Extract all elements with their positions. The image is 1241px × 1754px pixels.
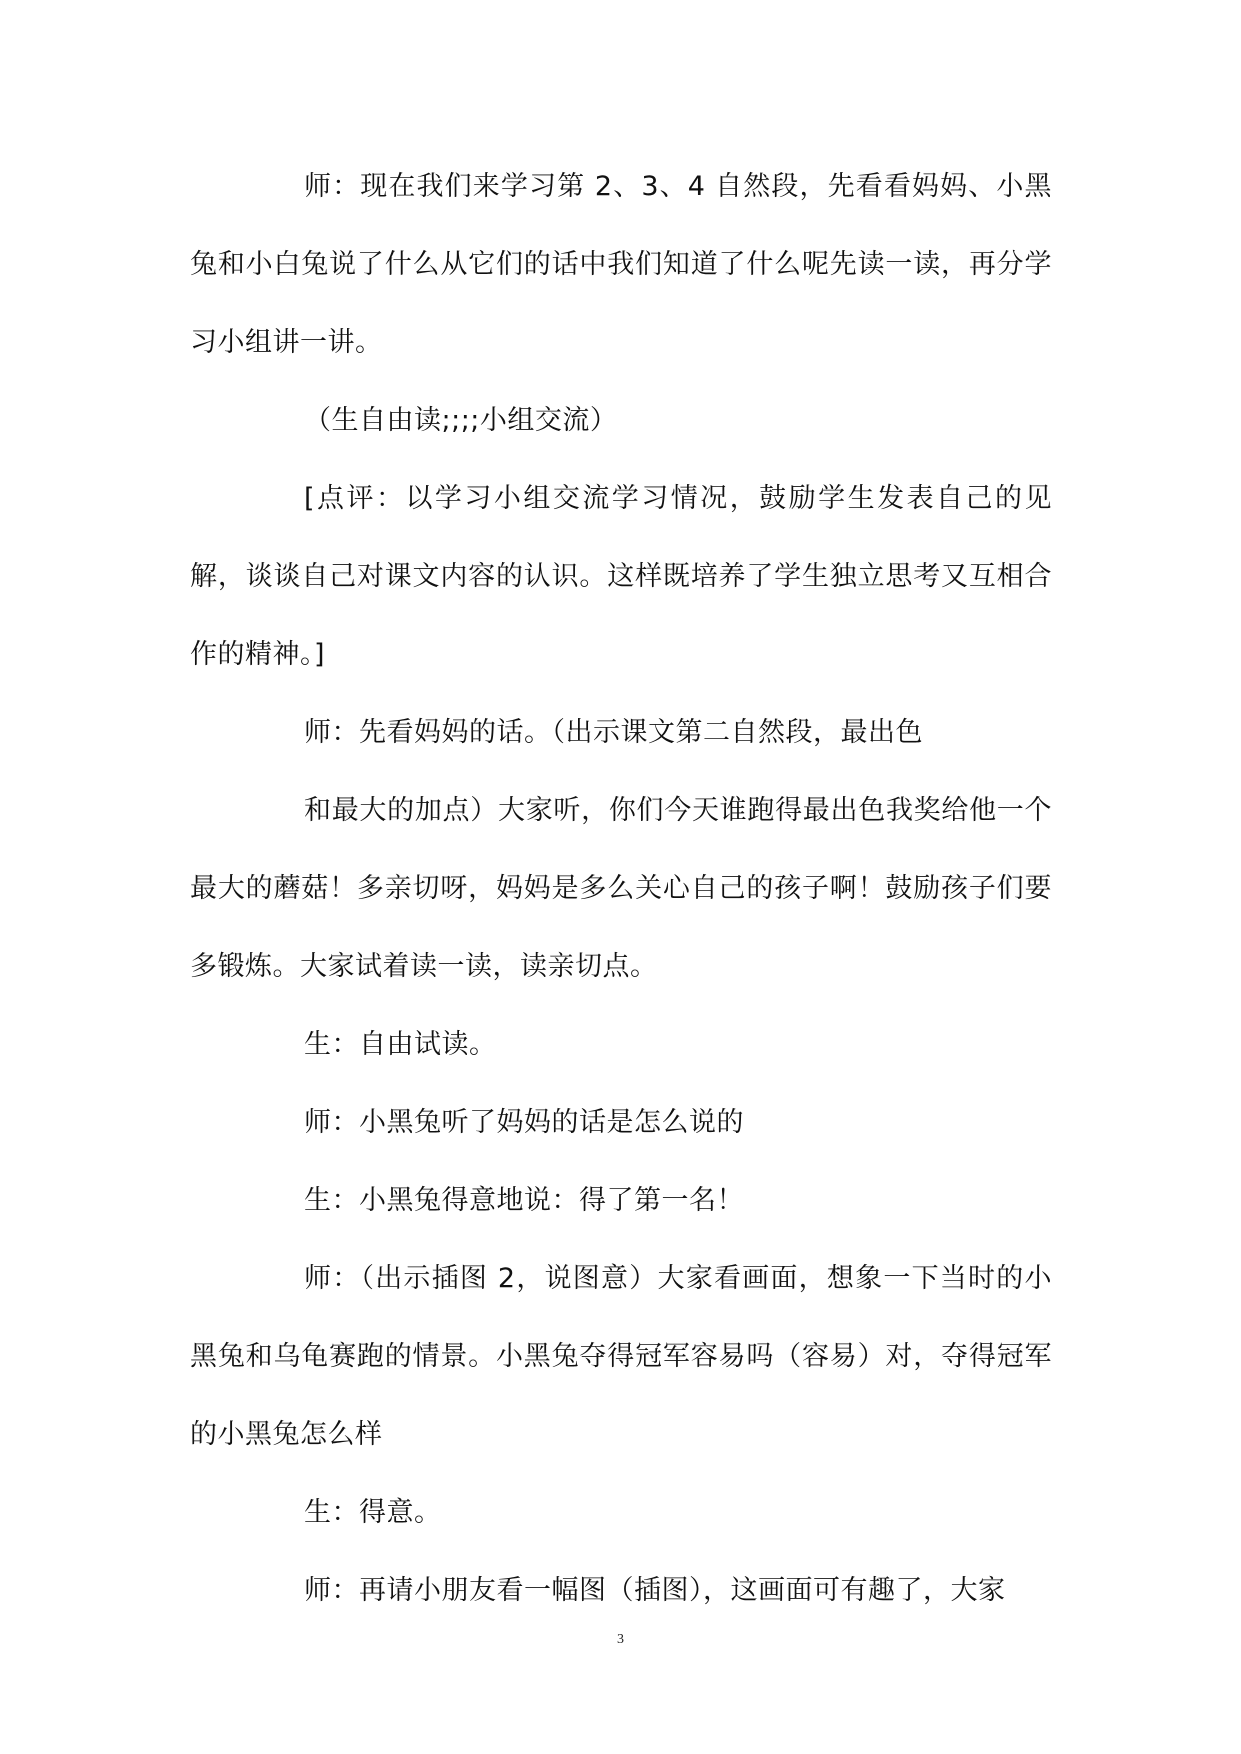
paragraph-commentary: [点评：以学习小组交流学习情况，鼓励学生发表自己的见解，谈谈自己对课文内容的认识。这样既培养了学生独立思考又互相合作的精神。] [190, 483, 1052, 670]
paragraph-student-try: 生：自由试读。 [304, 1029, 497, 1060]
paragraph-student-reading: （生自由读;;;;小组交流） [304, 405, 618, 436]
paragraph-student-answer: 生：小黑兔得意地说：得了第一名！ [304, 1185, 744, 1216]
paragraph-mother-words: 和最大的加点）大家听，你们今天谁跑得最出色我奖给他一个最大的蘑菇！多亲切呀，妈妈是多么关心自己的孩子啊！鼓励孩子们要多锻炼。大家试着读一读，读亲切点。 [190, 795, 1052, 982]
paragraph-teacher-question: 师：小黑兔听了妈妈的话是怎么说的 [304, 1107, 744, 1138]
paragraph-teacher-another-image: 师：再请小朋友看一幅图（插图），这画面可有趣了，大家 [304, 1575, 1006, 1606]
paragraph-student-proud: 生：得意。 [304, 1497, 442, 1528]
document-body [190, 148, 1052, 1630]
paragraph-teacher-mother: 师：先看妈妈的话。（出示课文第二自然段，最出色 [304, 717, 923, 748]
page-number: 3 [617, 1632, 624, 1647]
paragraph-teacher-intro: 师：现在我们来学习第 2、3、4 自然段，先看看妈妈、小黑兔和小白兔说了什么从它们的话中我们知道了什么呢先读一读，再分学习小组讲一讲。 [190, 171, 1052, 358]
paragraph-teacher-illustration: 师：（出示插图 2，说图意）大家看画面，想象一下当时的小黑兔和乌龟赛跑的情景。小黑兔夺得冠军容易吗（容易）对，夺得冠军的小黑兔怎么样 [190, 1263, 1052, 1450]
